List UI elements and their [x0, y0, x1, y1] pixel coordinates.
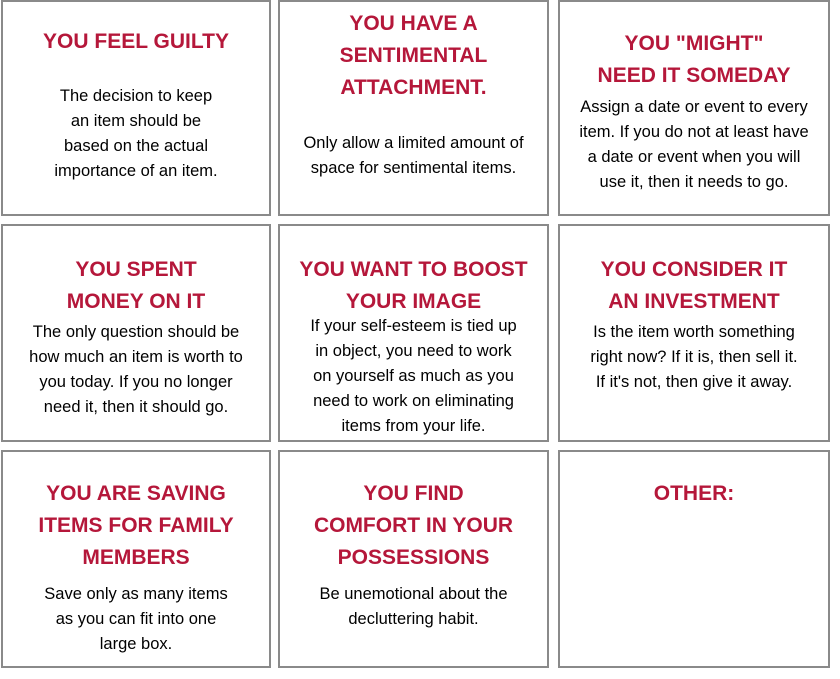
card-title: YOU ARE SAVING ITEMS FOR FAMILY MEMBERS	[38, 482, 234, 569]
card-body: Assign a date or event to every item. If you do not at least have a date or event when you will use it, then it needs to go.	[579, 98, 809, 191]
card-title: YOU HAVE A SENTIMENTAL ATTACHMENT.	[339, 12, 488, 99]
card-feel-guilty	[1, 0, 271, 216]
card-title: YOU SPENT MONEY ON IT	[66, 258, 206, 313]
card-body: The decision to keep an item should be based on the actual importance of an item.	[54, 87, 218, 180]
card-title: YOU "MIGHT" NEED IT SOMEDAY	[597, 32, 791, 87]
card-sentimental-attachment	[278, 0, 549, 216]
card-comfort-possessions	[278, 450, 549, 668]
card-title: YOU WANT TO BOOST YOUR IMAGE	[299, 258, 528, 313]
card-body: If your self-esteem is tied up in object, you need to work on yourself as much as you need to work on eliminating items from your life.	[310, 317, 517, 435]
card-body: Is the item worth something right now? If it is, then sell it. If it's not, then give it away.	[590, 323, 798, 391]
card-body: The only question should be how much an item is worth to you today. If you no longer need it, then it should go.	[29, 323, 243, 416]
card-title: YOU FIND COMFORT IN YOUR POSSESSIONS	[313, 482, 514, 569]
card-other	[558, 450, 830, 668]
card-saving-for-family	[1, 450, 271, 668]
card-spent-money	[1, 224, 271, 442]
card-might-need-it	[558, 0, 830, 216]
card-body: Be unemotional about the decluttering habit.	[319, 585, 508, 628]
card-body: Save only as many items as you can fit into one large box.	[44, 585, 228, 653]
card-title: OTHER:	[653, 482, 735, 505]
card-title: YOU CONSIDER IT AN INVESTMENT	[600, 258, 788, 313]
card-investment	[558, 224, 830, 442]
card-body: Only allow a limited amount of space for sentimental items.	[303, 134, 524, 177]
card-title: YOU FEEL GUILTY	[43, 30, 229, 53]
card-boost-image	[278, 224, 549, 442]
